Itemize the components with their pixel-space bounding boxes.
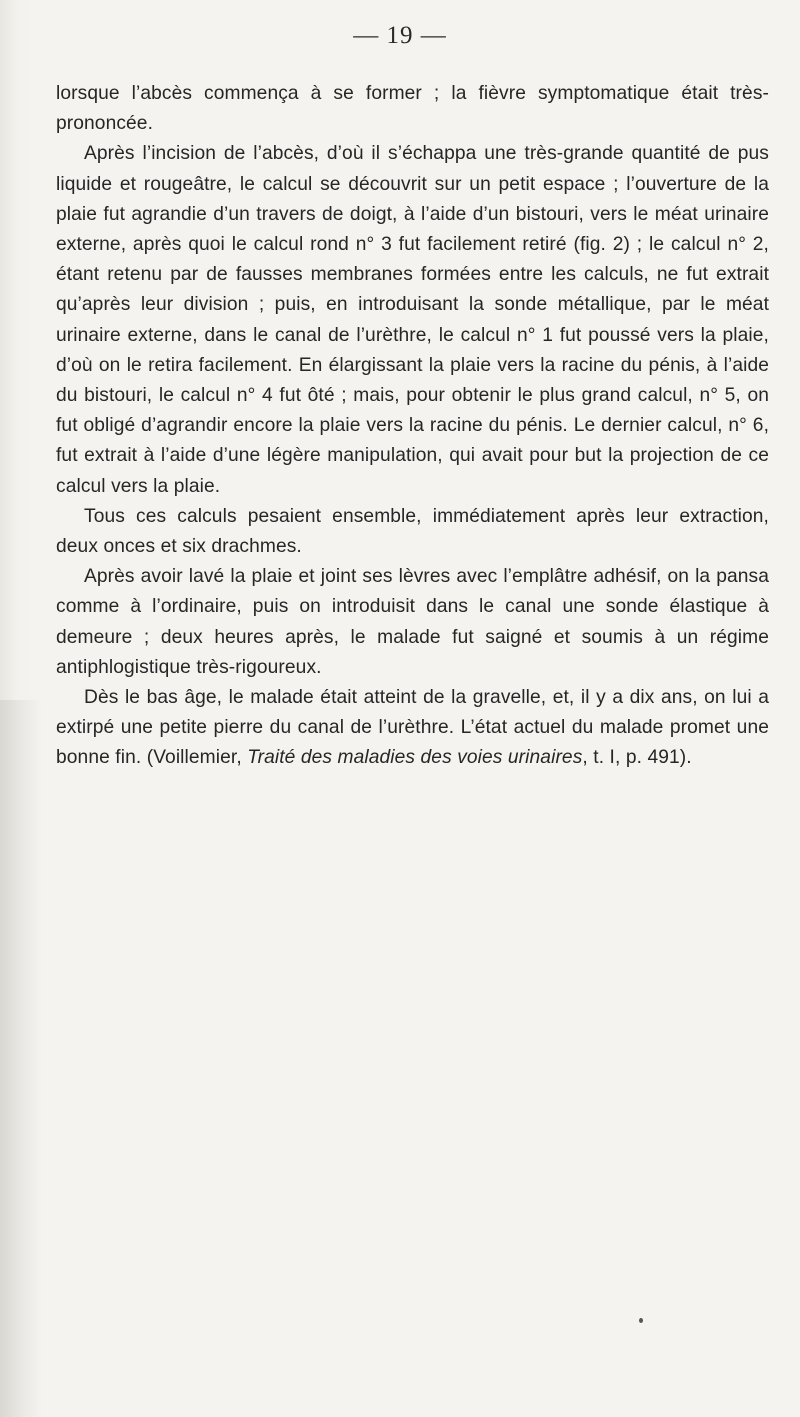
citation-tail: , t. I, p. 491). xyxy=(582,747,692,769)
paragraph-dressing: Après avoir lavé la plaie et joint ses lèvres avec l’emplâtre adhésif, on la pansa comme à l’ordinaire, puis on introduisit dans le canal une sonde élastique à demeure ; deux heures après, le malade fut saigné et soumis à un régime antiphlogistique très-rigoureux. xyxy=(56,566,769,678)
page-number: — 19 — xyxy=(353,22,447,49)
page-edge-shadow xyxy=(0,700,42,1417)
paragraph-operation: Après l’incision de l’abcès, d’où il s’échappa une très-grande quantité de pus liquide et rougeâtre, le calcul se découvrit sur un petit espace ; l’ouverture de la plaie fut agrandie d’un travers de doigt, à l’aide d’un bistouri, vers le méat urinaire externe, après quoi le calcul rond n° 3 fut facilement retiré (fig. 2) ; le calcul n° 2, étant retenu par de fausses membranes formées entre les calculs, ne fut extrait qu’après leur division ; puis, en introduisant la sonde métallique, par le méat urinaire externe, dans le canal de l’urèthre, le calcul n° 1 fut poussé vers la plaie, d’où on le retira facilement. En élargissant la plaie vers la racine du pénis, à l’aide du bistouri, le calcul n° 4 fut ôté ; mais, pour obtenir le plus grand calcul, n° 5, on fut obligé d’agrandir encore la plaie vers la racine du pénis. Le dernier calcul, n° 6, fut extrait à l’aide d’une légère manipulation, qui avait pour but la projection de ce calcul vers la plaie. xyxy=(56,143,769,497)
paragraph-history xyxy=(56,683,769,774)
history-text: Dès le bas âge, le malade était atteint de la gravelle, et, il y a dix ans, on lui a extirpé une petite pierre du canal de l’urèthre. L’état actuel du malade promet une bonne fin. (Voillemier, xyxy=(56,687,769,769)
paragraph-continuation: lorsque l’abcès commença à se former ; la fièvre symptomatique était très-prononcée. xyxy=(56,83,769,135)
paper-speck xyxy=(639,1318,643,1323)
citation-title: Traité des maladies des voies urinaires xyxy=(247,747,583,769)
paragraph-weight: Tous ces calculs pesaient ensemble, immédiatement après leur extraction, deux onces et six drachmes. xyxy=(56,505,769,558)
body-text xyxy=(56,79,769,774)
